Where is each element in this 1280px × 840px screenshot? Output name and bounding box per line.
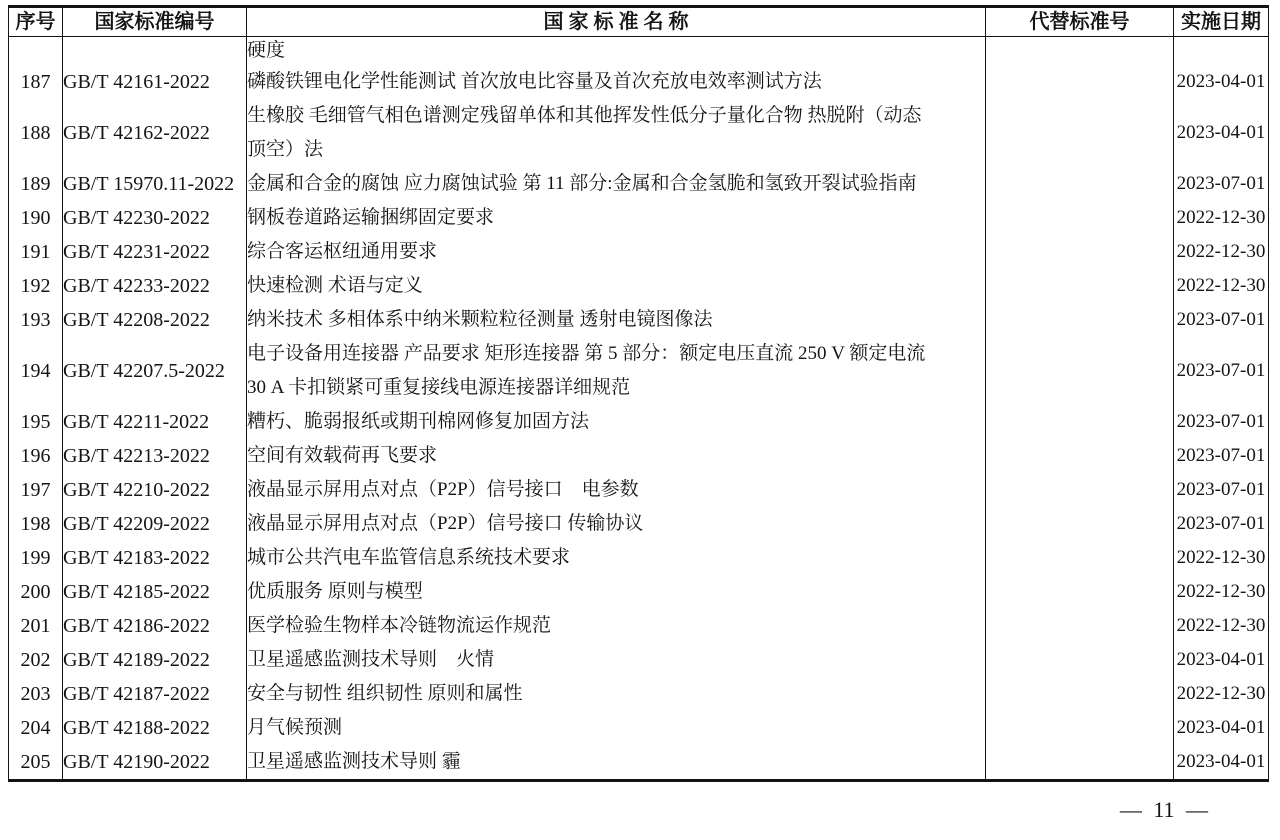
date-cell: 2022-12-30 <box>1174 677 1269 711</box>
replaced-cell <box>986 439 1174 473</box>
replaced-cell <box>986 745 1174 781</box>
date-cell: 2022-12-30 <box>1174 541 1269 575</box>
date-cell: 2022-12-30 <box>1174 201 1269 235</box>
code-cell: GB/T 42207.5-2022 <box>63 337 247 405</box>
replaced-cell <box>986 99 1174 167</box>
table-row <box>9 541 1269 575</box>
replaced-cell <box>986 643 1174 677</box>
seq-cell: 200 <box>9 575 63 609</box>
replaced-cell <box>986 303 1174 337</box>
code-cell: GB/T 42210-2022 <box>63 473 247 507</box>
date-cell: 2023-07-01 <box>1174 167 1269 201</box>
date-cell: 2022-12-30 <box>1174 235 1269 269</box>
name-cell: 硬度 <box>247 37 986 66</box>
seq-cell: 201 <box>9 609 63 643</box>
name-cell: 金属和合金的腐蚀 应力腐蚀试验 第 11 部分:金属和合金氢脆和氢致开裂试验指南 <box>247 167 986 201</box>
code-cell: GB/T 42209-2022 <box>63 507 247 541</box>
replaced-cell <box>986 575 1174 609</box>
name-cell: 优质服务 原则与模型 <box>247 575 986 609</box>
name-cell: 钢板卷道路运输捆绑固定要求 <box>247 201 986 235</box>
code-cell: GB/T 42185-2022 <box>63 575 247 609</box>
name-cell: 空间有效载荷再飞要求 <box>247 439 986 473</box>
table-row <box>9 745 1269 781</box>
code-cell: GB/T 42186-2022 <box>63 609 247 643</box>
code-cell: GB/T 42162-2022 <box>63 99 247 167</box>
code-cell: GB/T 42208-2022 <box>63 303 247 337</box>
replaced-cell <box>986 37 1174 66</box>
seq-cell: 197 <box>9 473 63 507</box>
date-cell: 2023-04-01 <box>1174 745 1269 781</box>
table-row <box>9 643 1269 677</box>
replaced-cell <box>986 201 1174 235</box>
table-row <box>9 167 1269 201</box>
seq-cell: 204 <box>9 711 63 745</box>
date-cell: 2023-04-01 <box>1174 711 1269 745</box>
seq-cell <box>9 37 63 66</box>
name-cell: 城市公共汽电车监管信息系统技术要求 <box>247 541 986 575</box>
code-cell: GB/T 42188-2022 <box>63 711 247 745</box>
page-number: — 11 — <box>1119 797 1208 822</box>
seq-cell: 202 <box>9 643 63 677</box>
replaced-cell <box>986 507 1174 541</box>
table-row <box>9 303 1269 337</box>
code-cell: GB/T 15970.11-2022 <box>63 167 247 201</box>
seq-cell: 188 <box>9 99 63 167</box>
seq-cell: 189 <box>9 167 63 201</box>
date-cell: 2022-12-30 <box>1174 575 1269 609</box>
name-cell: 电子设备用连接器 产品要求 矩形连接器 第 5 部分：额定电压直流 250 V 额定电流 30 A 卡扣锁紧可重复接线电源连接器详细规范 <box>247 337 986 405</box>
col-header-seq: 序号 <box>9 7 63 37</box>
name-cell: 安全与韧性 组织韧性 原则和属性 <box>247 677 986 711</box>
table-row <box>9 677 1269 711</box>
name-cell: 卫星遥感监测技术导则 火情 <box>247 643 986 677</box>
name-cell: 快速检测 术语与定义 <box>247 269 986 303</box>
seq-cell: 198 <box>9 507 63 541</box>
replaced-cell <box>986 711 1174 745</box>
seq-cell: 205 <box>9 745 63 781</box>
date-cell: 2022-12-30 <box>1174 609 1269 643</box>
seq-cell: 195 <box>9 405 63 439</box>
col-header-date: 实施日期 <box>1174 7 1269 37</box>
seq-cell: 187 <box>9 65 63 99</box>
col-header-code: 国家标准编号 <box>63 7 247 37</box>
name-cell: 纳米技术 多相体系中纳米颗粒粒径测量 透射电镜图像法 <box>247 303 986 337</box>
table-row <box>9 473 1269 507</box>
date-cell: 2023-07-01 <box>1174 303 1269 337</box>
table-row <box>9 65 1269 99</box>
code-cell: GB/T 42211-2022 <box>63 405 247 439</box>
code-cell: GB/T 42190-2022 <box>63 745 247 781</box>
table-row <box>9 507 1269 541</box>
table-row <box>9 337 1269 405</box>
replaced-cell <box>986 65 1174 99</box>
seq-cell: 192 <box>9 269 63 303</box>
table-row <box>9 609 1269 643</box>
code-cell: GB/T 42187-2022 <box>63 677 247 711</box>
date-cell: 2023-07-01 <box>1174 405 1269 439</box>
seq-cell: 196 <box>9 439 63 473</box>
col-header-name: 国 家 标 准 名 称 <box>247 7 986 37</box>
standards-table <box>8 5 1269 782</box>
code-cell: GB/T 42233-2022 <box>63 269 247 303</box>
date-cell: 2023-07-01 <box>1174 473 1269 507</box>
table-row <box>9 201 1269 235</box>
date-cell: 2022-12-30 <box>1174 269 1269 303</box>
name-cell: 医学检验生物样本冷链物流运作规范 <box>247 609 986 643</box>
date-cell: 2023-04-01 <box>1174 643 1269 677</box>
replaced-cell <box>986 677 1174 711</box>
seq-cell: 194 <box>9 337 63 405</box>
code-cell: GB/T 42161-2022 <box>63 65 247 99</box>
code-cell: GB/T 42213-2022 <box>63 439 247 473</box>
table-row <box>9 575 1269 609</box>
seq-cell: 203 <box>9 677 63 711</box>
code-cell: GB/T 42183-2022 <box>63 541 247 575</box>
replaced-cell <box>986 405 1174 439</box>
name-cell: 生橡胶 毛细管气相色谱测定残留单体和其他挥发性低分子量化合物 热脱附（动态 顶空）法 <box>247 99 986 167</box>
table-row <box>9 235 1269 269</box>
code-cell: GB/T 42189-2022 <box>63 643 247 677</box>
code-cell <box>63 37 247 66</box>
replaced-cell <box>986 473 1174 507</box>
replaced-cell <box>986 541 1174 575</box>
date-cell: 2023-04-01 <box>1174 99 1269 167</box>
table-header-row <box>9 7 1269 37</box>
table-header <box>9 7 1269 37</box>
name-cell: 糟朽、脆弱报纸或期刊棉网修复加固方法 <box>247 405 986 439</box>
date-cell: 2023-07-01 <box>1174 337 1269 405</box>
date-cell: 2023-07-01 <box>1174 439 1269 473</box>
seq-cell: 193 <box>9 303 63 337</box>
replaced-cell <box>986 235 1174 269</box>
name-cell: 磷酸铁锂电化学性能测试 首次放电比容量及首次充放电效率测试方法 <box>247 65 986 99</box>
table-row <box>9 711 1269 745</box>
date-cell: 2023-07-01 <box>1174 507 1269 541</box>
name-cell: 液晶显示屏用点对点（P2P）信号接口 传输协议 <box>247 507 986 541</box>
table-row <box>9 99 1269 167</box>
table-row <box>9 269 1269 303</box>
date-cell: 2023-04-01 <box>1174 65 1269 99</box>
standards-table-body <box>9 37 1269 781</box>
name-cell: 液晶显示屏用点对点（P2P）信号接口 电参数 <box>247 473 986 507</box>
table-row <box>9 37 1269 66</box>
replaced-cell <box>986 337 1174 405</box>
replaced-cell <box>986 269 1174 303</box>
seq-cell: 190 <box>9 201 63 235</box>
name-cell: 卫星遥感监测技术导则 霾 <box>247 745 986 781</box>
name-cell: 月气候预测 <box>247 711 986 745</box>
code-cell: GB/T 42231-2022 <box>63 235 247 269</box>
date-cell <box>1174 37 1269 66</box>
replaced-cell <box>986 609 1174 643</box>
seq-cell: 191 <box>9 235 63 269</box>
seq-cell: 199 <box>9 541 63 575</box>
table-row <box>9 439 1269 473</box>
col-header-replaced: 代替标准号 <box>986 7 1174 37</box>
table-row <box>9 405 1269 439</box>
replaced-cell <box>986 167 1174 201</box>
code-cell: GB/T 42230-2022 <box>63 201 247 235</box>
name-cell: 综合客运枢纽通用要求 <box>247 235 986 269</box>
